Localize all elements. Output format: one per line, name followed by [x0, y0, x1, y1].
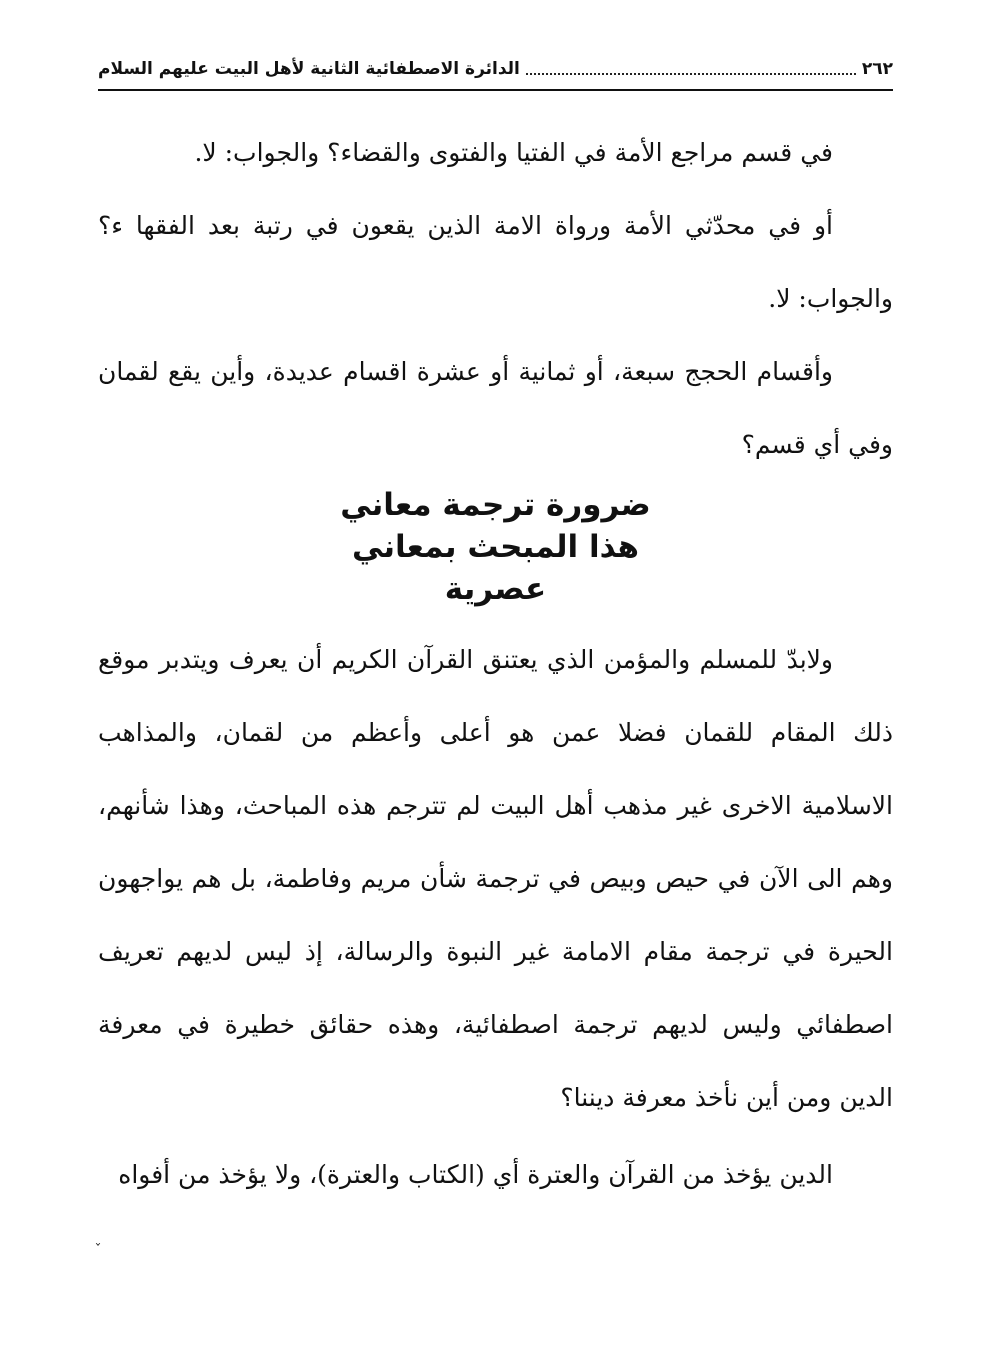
- paragraph-1: في قسم مراجع الأمة في الفتيا والفتوى والقضاء؟ والجواب: لا.: [194, 138, 833, 167]
- page-number: ٢٦٢: [861, 59, 893, 79]
- heading-line-3: عصرية: [444, 571, 547, 607]
- paragraph-4: ولابدّ للمسلم والمؤمن الذي يعتنق القرآن الكريم أن يعرف ويتدبر موقع ذلك المقام للقمان فضلا عمن هو أعلى وأعظم من لقمان، والمذاهب الاسلامية الاخرى غير مذهب أهل البيت لم تترجم هذه المباحث، وهذا شأنهم، وهم الى الآن في حيص وبيص في ترجمة شأن مريم وفاطمة، بل هم يواجهون الحيرة في ترجمة مقام الامامة غير النبوة والرسالة، إذ ليس لديهم تعريف اصطفائي وليس لديهم ترجمة اصطفائية، وهذه حقائق خطيرة في معرفة الدين ومن أين نأخذ معرفة ديننا؟: [98, 645, 893, 1112]
- paragraph-5: الدين يؤخذ من القرآن والعترة أي (الكتاب والعترة)، ولا يؤخذ من أفواه: [118, 1160, 833, 1189]
- header-dot-leader: [526, 73, 856, 75]
- running-title: الدائرة الاصطفائية الثانية لأهل البيت عليهم السلام: [98, 59, 520, 79]
- page-header: [98, 52, 893, 86]
- section-heading: [98, 484, 893, 610]
- heading-line-1: ضرورة ترجمة معاني: [340, 487, 651, 523]
- paragraph-3: وأقسام الحجج سبعة، أو ثمانية أو عشرة اقسام عديدة، وأين يقع لقمان وفي أي قسم؟: [98, 357, 893, 459]
- heading-line-2: هذا المبحث بمعاني: [351, 529, 640, 565]
- header-rule: [98, 89, 893, 91]
- paragraph-2: أو في محدّثي الأمة ورواة الامة الذين يقعون في رتبة بعد الفقها ء؟ والجواب: لا.: [98, 211, 893, 313]
- footer-mark: ˇ: [94, 1242, 102, 1258]
